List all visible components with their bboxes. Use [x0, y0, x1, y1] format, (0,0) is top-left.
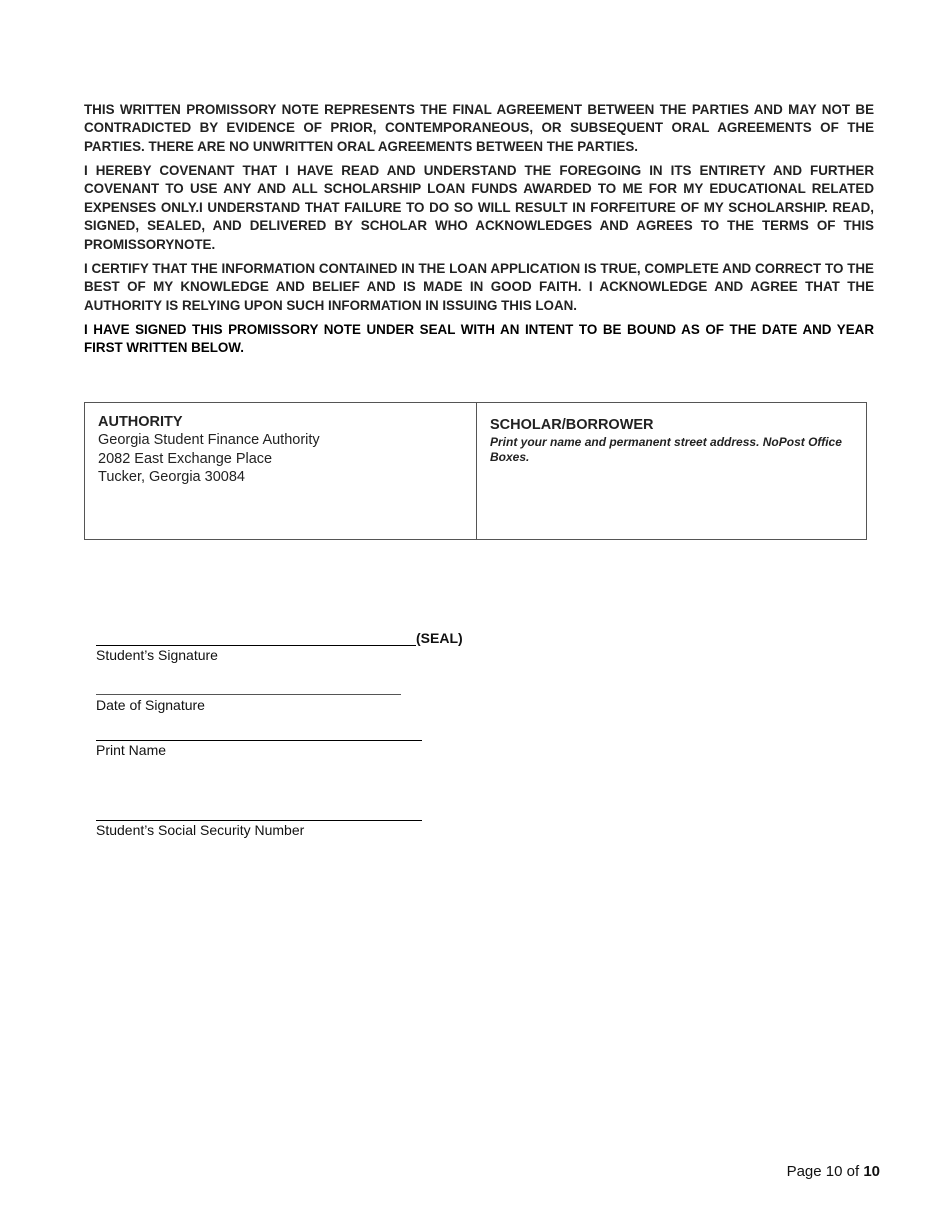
print-name-line[interactable] [96, 740, 422, 741]
student-signature-label: Student’s Signature [96, 647, 218, 663]
certification-paragraph: I CERTIFY THAT THE INFORMATION CONTAINED IN THE LOAN APPLICATION IS TRUE, COMPLETE AND CORRECT TO THE BEST OF MY KNOWLEDGE AND BELIEF AND IS MADE IN GOOD FAITH. I ACKNOWLEDGE AND AGREE THAT THE AUTHORITY IS RELYING UPON SUCH INFORMATION IN ISSUING THIS LOAN. [84, 261, 874, 313]
authority-city: Tucker, Georgia 30084 [98, 469, 245, 485]
student-signature-line[interactable] [96, 645, 416, 646]
borrower-section[interactable] [490, 416, 860, 464]
page-number-total: 10 [863, 1163, 880, 1180]
ssn-label: Student’s Social Security Number [96, 822, 305, 838]
page-number [787, 1163, 880, 1180]
borrower-heading: SCHOLAR/BORROWER [490, 417, 654, 433]
page-number-prefix: Page 10 of [786, 1163, 864, 1180]
seal-label: (SEAL) [416, 630, 463, 646]
parties-divider [476, 403, 477, 539]
authority-street: 2082 East Exchange Place [98, 450, 273, 467]
authority-name: Georgia Student Finance Authority [98, 432, 320, 448]
parties-box [84, 402, 867, 540]
date-signature-line[interactable] [96, 694, 401, 695]
authority-heading: AUTHORITY [98, 414, 183, 430]
date-signature-label: Date of Signature [96, 697, 205, 713]
print-name-label: Print Name [96, 742, 167, 758]
borrower-instructions: Print your name and permanent street address. NoPost Office Boxes. [490, 435, 842, 464]
ssn-line[interactable] [96, 820, 422, 821]
final-agreement-paragraph: THIS WRITTEN PROMISSORY NOTE REPRESENTS THE FINAL AGREEMENT BETWEEN THE PARTIES AND MAY NOT BE CONTRADICTED BY EVIDENCE OF PRIOR, CONTEMPORANEOUS, OR SUBSEQUENT ORAL AGREEMENTS OF THE PARTIES. THERE ARE NO UNWRITTEN ORAL AGREEMENTS BETWEEN THE PARTIES. [84, 102, 874, 154]
covenant-paragraph: I HEREBY COVENANT THAT I HAVE READ AND UNDERSTAND THE FOREGOING IN ITS ENTIRETY AND FURTHER COVENANT TO USE ANY AND ALL SCHOLARSHIP LOAN FUNDS AWARDED TO ME FOR MY EDUCATIONAL RELATED EXPENSES ONLY.I UNDERSTAND THAT FAILURE TO DO SO WILL RESULT IN FORFEITURE OF MY SCHOLARSHIP. READ, SIGNED, SEALED, AND DELIVERED BY SCHOLAR WHO ACKNOWLEDGES AND AGREES TO THE TERMS OF THIS PROMISSORYNOTE. [84, 163, 874, 252]
seal-intent-paragraph: I HAVE SIGNED THIS PROMISSORY NOTE UNDER SEAL WITH AN INTENT TO BE BOUND AS OF THE DATE AND YEAR FIRST WRITTEN BELOW. [84, 322, 874, 356]
authority-section [98, 413, 468, 487]
